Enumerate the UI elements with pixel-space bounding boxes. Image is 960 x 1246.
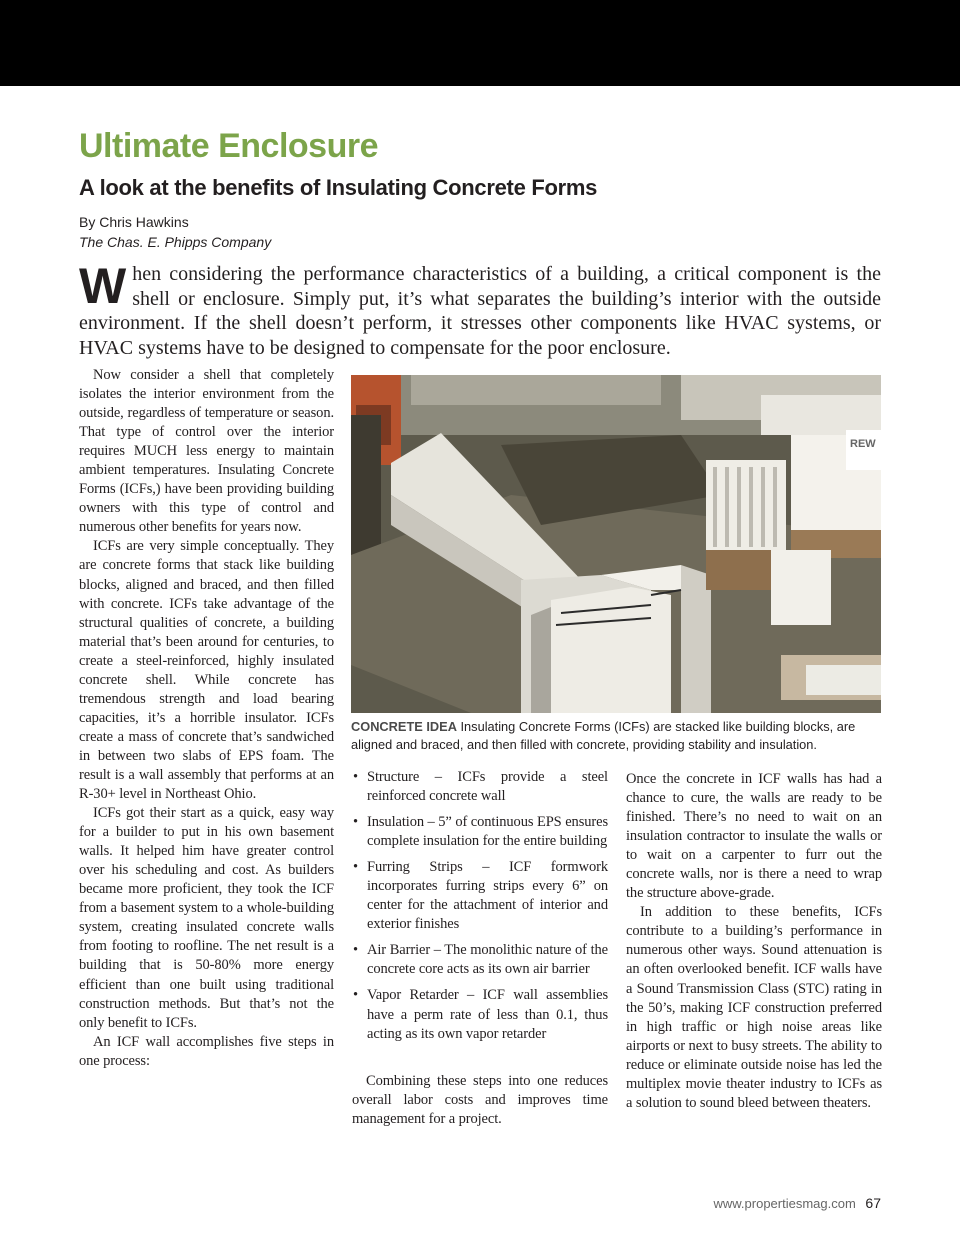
body-paragraph: ICFs got their start as a quick, easy way for a builder to put in his own basement walls. It helped him have greater control over his scheduling and cost. As builders became more proficient, they took the ICF from a basement system to a whole-building system, creating insulated concrete walls from footing to roofline. The net result is a building that is 50-80% more energy efficient than one built using traditional construction methods. But that’s not the only benefit to ICFs. (79, 805, 334, 1031)
page-footer (713, 1195, 881, 1211)
body-paragraph: Once the concrete in ICF walls has had a chance to cure, the walls are ready to be finished. There’s no need to wait on an insulation contractor to insulate the walls or to wait on a carpenter to furr out the concrete walls, nor is there a need to wrap the structure above-grade. (626, 771, 882, 902)
body-paragraph: In addition to these benefits, ICFs contribute to a building’s performance in numerous other ways. Sound attenuation is an often overlooked benefit. ICF walls have a Sound Transmission Class (STC) rating in the 50’s, making ICF construction preferred in high traffic or high noise areas like airports or next to busy streets. The ability to reduce or eliminate outside noise has led the multiplex movie theater industry to ICFs as a solution to sound bleed between theaters. (626, 904, 882, 1111)
body-paragraph: Now consider a shell that completely isolates the interior environment from the outside, regardless of temperature or season. That type of control over the interior requires MUCH less energy to maintain ambient temperatures. Insulating Concrete Forms (ICFs,) have been providing building owners with this type of control and numerous other benefits for years now. (79, 367, 334, 536)
body-paragraph: Combining these steps into one reduces overall labor costs and improves time management for a project. (352, 1072, 608, 1127)
list-item: • Air Barrier – The monolithic nature of the concrete core acts as its own air barrier (352, 941, 608, 979)
page-number: 67 (865, 1195, 881, 1211)
top-black-bar (0, 0, 960, 86)
benefits-list (352, 768, 608, 1044)
author-company: The Chas. E. Phipps Company (79, 234, 272, 250)
caption-label: CONCRETE IDEA (351, 719, 457, 734)
lede-paragraph (79, 258, 881, 360)
article-subtitle: A look at the benefits of Insulating Concrete Forms (79, 175, 598, 200)
drop-cap: W (79, 258, 127, 314)
lede-text: hen considering the performance characteristics of a building, a critical component is the shell or enclosure. Simply put, it’s what separates the building’s interior with the outside environment. If the shell doesn’t perform, it stresses other components like HVAC systems, or HVAC systems have to be designed to compensate for the poor enclosure. (79, 263, 881, 359)
footer-url: www.propertiesmag.com (713, 1196, 856, 1211)
list-item: • Vapor Retarder – ICF wall assemblies have a perm rate of less than 0.1, thus acting as its own vapor retarder (352, 986, 608, 1043)
body-paragraph: ICFs are very simple conceptually. They are concrete forms that stack like building blocks, aligned and braced, and then filled with concrete. ICFs take advantage of the structural qualities of concrete, a building material that’s been around for centuries, to create a steel-reinforced, highly insulated concrete shell. While concrete has tremendous strength and load bearing capacities, it’s a horrible insulator. ICFs create a mass of concrete that’s sandwiched in between two slabs of EPS foam. The result is a wall assembly that performs at an R-30+ level in Northeast Ohio. (79, 538, 334, 803)
caption-text: Insulating Concrete Forms (ICFs) are stacked like building blocks, are aligned and braced, and then filled with concrete, providing stability and insulation. (351, 719, 856, 752)
construction-photo (351, 375, 881, 713)
list-item: • Insulation – 5” of continuous EPS ensures complete insulation for the entire building (352, 813, 608, 851)
list-item: • Furring Strips – ICF formwork incorporates furring strips every 6” on center for the attachment of interior and exterior finishes (352, 858, 608, 934)
middle-column (352, 768, 608, 1129)
article-title: Ultimate Enclosure (79, 127, 378, 165)
right-column (626, 770, 882, 1113)
author-name: By Chris Hawkins (79, 214, 189, 230)
left-column (79, 366, 334, 1071)
photo-caption (351, 718, 883, 754)
sign-text: REW (850, 438, 876, 450)
byline (79, 212, 271, 252)
list-item: • Structure – ICFs provide a steel reinforced concrete wall (352, 768, 608, 806)
body-paragraph: An ICF wall accomplishes five steps in one process: (79, 1033, 334, 1069)
